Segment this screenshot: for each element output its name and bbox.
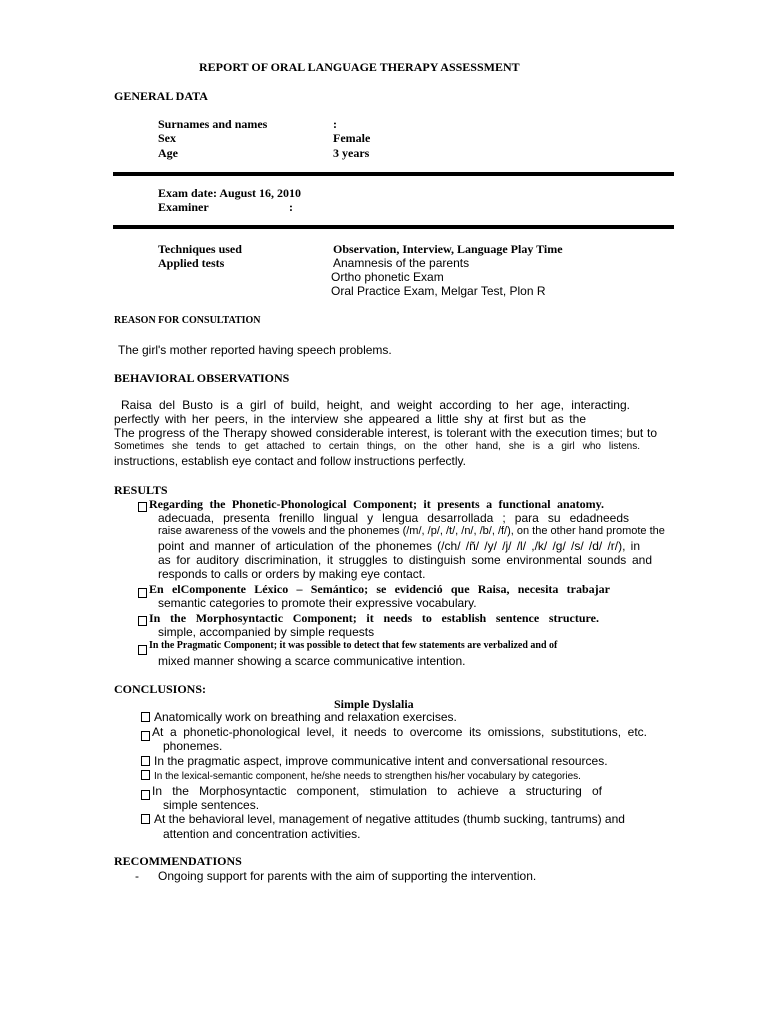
age-label: Age [158,146,178,160]
conclusion-item: In the Morphosyntactic component, stimulation to achieve a structuring of [152,784,602,798]
results-heading: RESULTS [114,483,168,497]
surnames-label: Surnames and names [158,117,268,131]
pragmatic-title: In the Pragmatic Component; it was possible to detect that few statements are verbalized and of [149,640,558,651]
reason-text: The girl's mother reported having speech problems. [118,343,392,357]
document-title: REPORT OF ORAL LANGUAGE THERAPY ASSESSMENT [199,60,520,74]
general-data-heading: GENERAL DATA [114,89,208,103]
behavioral-line: instructions, establish eye contact and follow instructions perfectly. [114,454,466,468]
applied-tests-label: Applied tests [158,256,225,270]
applied-test-item: Anamnesis of the parents [333,256,470,270]
conclusions-heading: CONCLUSIONS: [114,682,207,696]
morpho-line: simple, accompanied by simple requests [158,625,375,639]
examiner-label: Examiner [158,200,209,214]
surnames-value: : [333,117,337,131]
conclusion-item: Anatomically work on breathing and relaxation exercises. [141,710,457,724]
behavioral-heading: BEHAVIORAL OBSERVATIONS [114,371,290,385]
behavioral-line: Raisa del Busto is a girl of build, height, and weight according to her age, interacting. [121,398,630,412]
behavioral-line: perfectly with her peers, in the interview she appeared a little shy at first but as the [114,412,586,426]
conclusion-item: phonemes. [163,739,223,753]
phonetic-title: Regarding the Phonetic-Phonological Component; it presents a functional anatomy. [149,497,604,511]
phonetic-line: raise awareness of the vowels and the phonemes (/m/, /p/, /t/, /n/, /b/, /f/), on the other hand promote the [158,525,665,537]
recommendation-item: Ongoing support for parents with the aim of supporting the intervention. [158,869,537,883]
sex-value: Female [333,131,371,145]
conclusion-item: At a phonetic-phonological level, it needs to overcome its omissions, substitutions, etc. [152,725,647,739]
exam-date: Exam date: August 16, 2010 [158,186,302,200]
age-value: 3 years [333,146,370,160]
behavioral-line: The progress of the Therapy showed considerable interest, is tolerant with the execution times; but to [114,426,657,440]
checkbox-icon [141,756,150,766]
conclusion-item: In the pragmatic aspect, improve communicative intent and conversational resources. [141,754,608,768]
behavioral-line: Sometimes she tends to get attached to certain things, on the other hand, she is a girl who listens. [114,441,640,452]
techniques-label: Techniques used [158,242,242,256]
pragmatic-line: mixed manner showing a scarce communicative intention. [158,654,466,668]
conclusion-item: attention and concentration activities. [163,827,361,841]
diagnosis: Simple Dyslalia [334,697,414,711]
phonetic-line: adecuada, presenta frenillo lingual y lengua desarrollada ; para su edadneeds [158,511,629,525]
morpho-title: In the Morphosyntactic Component; it needs to establish sentence structure. [149,611,599,625]
phonetic-line: point and manner of articulation of the phonemes (/ch/ /ñ/ /y/ /j/ /l/ ,/k/ /g/ /s/ /d/ /r/), in [158,539,640,553]
checkbox-icon [141,770,150,780]
lexical-title: En elComponente Léxico – Semántico; se evidenció que Raisa, necesita trabajar [149,582,610,596]
phonetic-line: responds to calls or orders by making eye contact. [158,567,426,581]
applied-test-item: Ortho phonetic Exam [331,270,444,284]
reason-heading: REASON FOR CONSULTATION [114,315,261,326]
lexical-line: semantic categories to promote their expressive vocabulary. [158,596,477,610]
conclusion-item: simple sentences. [163,798,260,812]
checkbox-icon [141,814,150,824]
recommendation-bullet: - [135,869,139,883]
applied-test-item: Oral Practice Exam, Melgar Test, Plon R [331,284,546,298]
examiner-value: : [289,200,293,214]
conclusion-item: At the behavioral level, management of negative attitudes (thumb sucking, tantrums) and [141,812,625,826]
recommendations-heading: RECOMMENDATIONS [114,854,242,868]
divider-rule [113,172,674,176]
techniques-value: Observation, Interview, Language Play Time [333,242,563,256]
checkbox-icon [141,712,150,722]
conclusion-item: In the lexical-semantic component, he/she needs to strengthen his/her vocabulary by categories. [141,770,581,783]
sex-label: Sex [158,131,176,145]
phonetic-line: as for auditory discrimination, it struggles to distinguish some environmental sounds and [158,553,652,567]
divider-rule [113,225,674,229]
